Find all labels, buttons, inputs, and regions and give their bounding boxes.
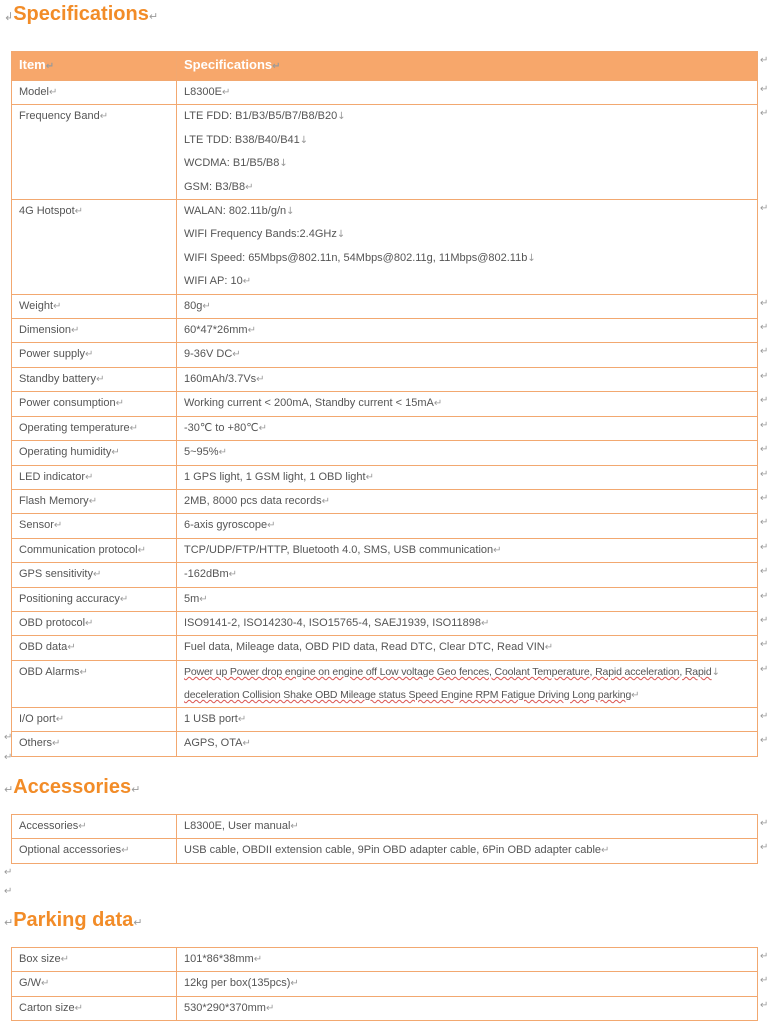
paragraph-mark: ↲ — [4, 10, 14, 23]
cell-mark: ↵ — [218, 447, 227, 459]
table-row — [12, 732, 758, 756]
value-line — [184, 948, 750, 971]
value-line — [184, 732, 750, 755]
specifications-table — [11, 51, 758, 757]
table-row — [12, 707, 758, 731]
value-text: WALAN: 802.11b/g/n — [184, 205, 287, 218]
parking-data-title: Parking data — [13, 909, 134, 931]
table-row — [12, 81, 758, 105]
item-label: Frequency Band — [19, 110, 100, 123]
value-cell — [177, 489, 758, 513]
table-row — [12, 319, 758, 343]
cell-mark: ↵ — [41, 978, 50, 990]
value-cell — [177, 105, 758, 200]
table-row — [12, 611, 758, 635]
value-text: deceleration Collision Shake OBD Mileage status Speed Engine RPM Fatigue Driving Long parking — [184, 688, 632, 701]
value-cell — [177, 707, 758, 731]
item-cell — [12, 294, 177, 318]
row-end-mark: ↵ — [760, 203, 769, 214]
value-cell — [177, 294, 758, 318]
cell-mark: ↵ — [544, 642, 554, 654]
value-text: 60*47*26mm — [184, 324, 248, 337]
item-cell — [12, 538, 177, 562]
cell-mark: ↵ — [92, 569, 102, 581]
paragraph-mark: ↵ — [131, 783, 141, 796]
value-text: 9-36V DC — [184, 348, 233, 361]
accessories-title: Accessories — [13, 776, 132, 798]
row-end-mark: ↵ — [760, 469, 769, 480]
table-header-row — [12, 52, 758, 81]
cell-mark: ↵ — [433, 398, 443, 410]
value-text: Working current < 200mA, Standby current < 15mA — [184, 397, 434, 410]
parking-data-heading — [4, 908, 142, 935]
cell-mark: ↵ — [52, 738, 61, 750]
specifications-table-body — [12, 81, 758, 757]
table-row — [12, 815, 758, 839]
item-cell — [12, 200, 177, 295]
value-text: 101*86*38mm — [184, 953, 254, 965]
item-cell — [12, 839, 177, 863]
value-line — [184, 392, 750, 415]
value-cell — [177, 343, 758, 367]
value-text: -30℃ to +80℃ — [184, 421, 259, 434]
cell-mark: ↵ — [121, 845, 130, 857]
value-text: ISO9141-2, ISO14230-4, ISO15765-4, SAEJ1939, ISO11898 — [184, 616, 481, 629]
value-cell — [177, 815, 758, 839]
specifications-table-header — [12, 52, 758, 81]
cell-mark: ↵ — [221, 87, 231, 98]
cell-mark: ↵ — [55, 713, 65, 725]
cell-mark: ↵ — [129, 422, 139, 434]
value-text: WCDMA: B1/B5/B8 — [184, 157, 280, 170]
value-text: 1 USB port — [184, 712, 238, 725]
item-label: Operating humidity — [19, 446, 112, 459]
item-cell — [12, 416, 177, 440]
item-label: Sensor — [19, 519, 54, 532]
item-label: Optional accessories — [19, 844, 122, 857]
value-text: Power up Power drop engine on engine off Low voltage Geo fences, Coolant Temperature, Rapid acceleration, Rapid — [184, 665, 712, 678]
value-text: 2MB, 8000 pcs data records — [184, 494, 322, 507]
item-cell — [12, 707, 177, 731]
value-line — [184, 839, 750, 862]
item-label: OBD data — [19, 641, 68, 654]
paragraph-mark: ↵ — [4, 886, 13, 897]
row-end-mark: ↵ — [760, 542, 769, 553]
cell-mark: ↵ — [78, 821, 87, 832]
row-end-mark: ↵ — [760, 818, 769, 829]
cell-mark: ↵ — [48, 87, 58, 98]
line-break-mark: ↓ — [337, 111, 346, 123]
value-cell — [177, 319, 758, 343]
paragraph-mark: ↵ — [133, 916, 143, 929]
cell-mark: ↵ — [256, 373, 265, 385]
cell-mark: ↵ — [228, 569, 238, 581]
value-line — [184, 490, 750, 513]
specifications-heading — [4, 2, 158, 29]
item-label: LED indicator — [19, 470, 86, 483]
cell-mark: ↵ — [258, 422, 267, 434]
cell-mark: ↵ — [242, 276, 252, 288]
cell-mark: ↵ — [67, 642, 76, 654]
cell-mark: ↵ — [202, 300, 211, 312]
paragraph-mark: ↵ — [148, 10, 159, 23]
table-row — [12, 948, 758, 972]
value-line — [184, 176, 750, 199]
row-end-mark: ↵ — [760, 395, 769, 406]
cell-mark: ↵ — [111, 447, 120, 459]
row-end-mark: ↵ — [760, 322, 769, 333]
cell-mark: ↵ — [321, 495, 330, 507]
row-end-mark: ↵ — [760, 346, 769, 357]
item-label: Positioning accuracy — [19, 592, 120, 605]
table-row — [12, 489, 758, 513]
value-line — [184, 708, 750, 731]
value-line — [184, 200, 750, 223]
value-cell — [177, 465, 758, 489]
cell-mark: ↵ — [199, 593, 208, 605]
value-line — [184, 514, 750, 537]
table-row — [12, 636, 758, 660]
value-line — [184, 441, 750, 464]
value-line — [184, 563, 750, 586]
item-cell — [12, 732, 177, 756]
value-line — [184, 997, 750, 1020]
item-cell — [12, 660, 177, 707]
item-cell — [12, 972, 177, 996]
row-end-mark: ↵ — [760, 517, 769, 528]
cell-mark: ↵ — [493, 544, 502, 556]
cell-mark: ↵ — [247, 325, 256, 337]
value-text: USB cable, OBDII extension cable, 9Pin OBD adapter cable, 6Pin OBD adapter cable — [184, 844, 602, 857]
value-text: WIFI Speed: 65Mbps@802.11n, 54Mbps@802.11g, 11Mbps@802.11b — [184, 251, 528, 264]
item-cell — [12, 319, 177, 343]
row-end-mark: ↵ — [760, 711, 769, 722]
value-text: 5~95% — [184, 446, 219, 459]
paragraph-mark: ↵ — [4, 732, 13, 743]
cell-mark: ↵ — [237, 713, 247, 725]
item-label: Model — [19, 86, 49, 98]
item-cell — [12, 514, 177, 538]
item-label: Carton size — [19, 1001, 75, 1014]
value-line — [184, 247, 750, 270]
cell-mark: ↵ — [290, 978, 299, 990]
table-row — [12, 996, 758, 1020]
cell-mark: ↵ — [245, 181, 254, 193]
item-cell — [12, 81, 177, 105]
row-end-mark: ↵ — [760, 615, 769, 626]
cell-mark: ↵ — [365, 471, 374, 483]
value-cell — [177, 660, 758, 707]
value-cell — [177, 636, 758, 660]
value-line — [184, 815, 750, 838]
cell-mark: ↵ — [601, 845, 610, 857]
item-label: Power supply — [19, 348, 86, 361]
value-cell — [177, 611, 758, 635]
header-specifications-label: Specifications — [184, 57, 273, 72]
row-end-mark: ↵ — [760, 591, 769, 602]
value-text: L8300E — [184, 86, 222, 98]
header-specifications — [177, 52, 758, 81]
value-cell — [177, 538, 758, 562]
table-row — [12, 538, 758, 562]
paragraph-mark: ↵ — [4, 916, 14, 929]
cell-mark: ↵ — [74, 1002, 84, 1014]
value-text: 1 GPS light, 1 GSM light, 1 OBD light — [184, 470, 366, 483]
item-cell — [12, 563, 177, 587]
cell-mark: ↵ — [53, 300, 62, 312]
item-label: Standby battery — [19, 372, 97, 385]
cell-mark: ↵ — [119, 593, 129, 605]
row-end-mark: ↵ — [760, 55, 769, 66]
row-end-mark: ↵ — [760, 842, 769, 853]
value-line — [184, 466, 750, 489]
line-break-mark: ↓ — [336, 229, 346, 241]
cell-mark: ↵ — [232, 349, 241, 361]
value-cell — [177, 839, 758, 863]
item-cell — [12, 489, 177, 513]
header-item-label: Item — [19, 57, 46, 72]
item-label: Dimension — [19, 324, 71, 337]
row-end-mark: ↵ — [760, 975, 769, 986]
value-text: 5m — [184, 592, 200, 605]
item-label: OBD protocol — [19, 616, 86, 629]
item-label: OBD Alarms — [19, 665, 80, 678]
value-line — [184, 295, 750, 318]
item-cell — [12, 392, 177, 416]
accessories-table — [11, 814, 758, 864]
accessories-table-body — [12, 815, 758, 864]
value-cell — [177, 81, 758, 105]
value-cell — [177, 996, 758, 1020]
row-end-mark: ↵ — [760, 1000, 769, 1011]
value-cell — [177, 732, 758, 756]
value-text: 80g — [184, 299, 203, 312]
cell-mark: ↵ — [45, 61, 55, 72]
item-cell — [12, 636, 177, 660]
cell-mark: ↵ — [85, 349, 94, 361]
value-text: WIFI Frequency Bands:2.4GHz — [184, 228, 337, 241]
cell-mark: ↵ — [88, 495, 98, 507]
table-row — [12, 105, 758, 200]
header-item — [12, 52, 177, 81]
cell-mark: ↵ — [242, 738, 251, 750]
item-cell — [12, 948, 177, 972]
item-label: Weight — [19, 299, 54, 312]
row-end-mark: ↵ — [760, 84, 769, 95]
value-text: 6-axis gyroscope — [184, 519, 268, 532]
value-line — [184, 270, 750, 293]
accessories-heading — [4, 775, 140, 802]
table-row — [12, 972, 758, 996]
parking-data-table — [11, 947, 758, 1021]
value-cell — [177, 367, 758, 391]
cell-mark: ↵ — [96, 373, 105, 385]
paragraph-mark: ↵ — [4, 752, 13, 763]
row-end-mark: ↵ — [760, 108, 769, 119]
table-row — [12, 294, 758, 318]
value-cell — [177, 563, 758, 587]
cell-mark: ↵ — [481, 617, 490, 629]
value-line — [184, 539, 750, 562]
row-end-mark: ↵ — [760, 735, 769, 746]
value-cell — [177, 200, 758, 295]
table-row — [12, 343, 758, 367]
cell-mark: ↵ — [60, 954, 69, 965]
table-row — [12, 200, 758, 295]
paragraph-mark: ↵ — [4, 867, 13, 878]
value-line — [184, 588, 750, 611]
line-break-mark: ↓ — [299, 134, 309, 146]
line-break-mark: ↓ — [279, 158, 288, 170]
cell-mark: ↵ — [115, 398, 124, 410]
row-end-mark: ↵ — [760, 298, 769, 309]
table-row — [12, 392, 758, 416]
item-cell — [12, 343, 177, 367]
value-text: L8300E, User manual — [184, 820, 291, 832]
cell-mark: ↵ — [265, 1002, 275, 1014]
value-cell — [177, 392, 758, 416]
item-cell — [12, 996, 177, 1020]
row-end-mark: ↵ — [760, 951, 769, 962]
item-cell — [12, 367, 177, 391]
value-text: 530*290*370mm — [184, 1001, 266, 1014]
table-row — [12, 514, 758, 538]
value-line — [184, 152, 750, 175]
item-cell — [12, 465, 177, 489]
row-end-mark: ↵ — [760, 639, 769, 650]
cell-mark: ↵ — [85, 471, 94, 483]
cell-mark: ↵ — [631, 689, 640, 701]
value-text: TCP/UDP/FTP/HTTP, Bluetooth 4.0, SMS, USB communication — [184, 543, 494, 556]
row-end-mark: ↵ — [760, 493, 769, 504]
value-line — [184, 636, 750, 659]
row-end-mark: ↵ — [760, 566, 769, 577]
value-text: 160mAh/3.7Vs — [184, 372, 257, 385]
cell-mark: ↵ — [70, 325, 80, 337]
cell-mark: ↵ — [267, 520, 276, 532]
paragraph-mark: ↵ — [4, 783, 14, 796]
cell-mark: ↵ — [272, 61, 281, 72]
cell-mark: ↵ — [53, 520, 63, 532]
line-break-mark: ↓ — [286, 206, 295, 218]
item-label: Others — [19, 737, 53, 750]
item-label: Accessories — [19, 820, 79, 832]
item-cell — [12, 587, 177, 611]
specifications-title: Specifications — [13, 3, 149, 25]
value-cell — [177, 416, 758, 440]
value-line — [184, 417, 750, 440]
value-text: Fuel data, Mileage data, OBD PID data, Read DTC, Clear DTC, Read VIN — [184, 641, 545, 654]
value-line — [184, 972, 750, 995]
item-label: Box size — [19, 953, 61, 965]
table-row — [12, 563, 758, 587]
table-row — [12, 367, 758, 391]
value-text: GSM: B3/B8 — [184, 180, 246, 193]
value-text: LTE TDD: B38/B40/B41 — [184, 133, 300, 146]
value-cell — [177, 441, 758, 465]
item-cell — [12, 815, 177, 839]
value-line — [184, 223, 750, 246]
value-text: LTE FDD: B1/B3/B5/B7/B8/B20 — [184, 110, 338, 123]
cell-mark: ↵ — [79, 666, 88, 678]
row-end-mark: ↵ — [760, 664, 769, 675]
table-row — [12, 660, 758, 707]
item-label: Operating temperature — [19, 421, 130, 434]
item-label: G/W — [19, 977, 41, 990]
cell-mark: ↵ — [137, 544, 147, 556]
item-label: Power consumption — [19, 397, 116, 410]
value-line — [184, 612, 750, 635]
table-row — [12, 416, 758, 440]
row-end-mark: ↵ — [760, 371, 769, 382]
cell-mark: ↵ — [290, 821, 299, 832]
value-cell — [177, 972, 758, 996]
value-line — [184, 661, 750, 684]
item-label: 4G Hotspot — [19, 205, 75, 218]
cell-mark: ↵ — [74, 206, 84, 218]
value-text: AGPS, OTA — [184, 737, 243, 750]
value-text: 12kg per box(135pcs) — [184, 977, 291, 990]
value-cell — [177, 948, 758, 972]
line-break-mark: ↓ — [527, 252, 536, 264]
value-line — [184, 129, 750, 152]
value-cell — [177, 587, 758, 611]
item-cell — [12, 611, 177, 635]
item-cell — [12, 105, 177, 200]
row-end-mark: ↵ — [760, 444, 769, 455]
value-line — [184, 684, 750, 707]
table-row — [12, 465, 758, 489]
value-cell — [177, 514, 758, 538]
value-line — [184, 81, 750, 104]
table-row — [12, 839, 758, 863]
value-line — [184, 105, 750, 128]
item-label: GPS sensitivity — [19, 568, 93, 581]
value-text: WIFI AP: 10 — [184, 275, 243, 288]
value-line — [184, 368, 750, 391]
value-line — [184, 343, 750, 366]
line-break-mark: ↓ — [711, 666, 720, 678]
cell-mark: ↵ — [99, 111, 109, 123]
parking-data-table-body — [12, 948, 758, 1021]
table-row — [12, 587, 758, 611]
item-label: I/O port — [19, 712, 56, 725]
value-text: -162dBm — [184, 568, 229, 581]
item-label: Flash Memory — [19, 494, 89, 507]
row-end-mark: ↵ — [760, 420, 769, 431]
item-cell — [12, 441, 177, 465]
value-line — [184, 319, 750, 342]
cell-mark: ↵ — [253, 954, 263, 965]
item-label: Communication protocol — [19, 543, 138, 556]
cell-mark: ↵ — [85, 617, 94, 629]
table-row — [12, 441, 758, 465]
